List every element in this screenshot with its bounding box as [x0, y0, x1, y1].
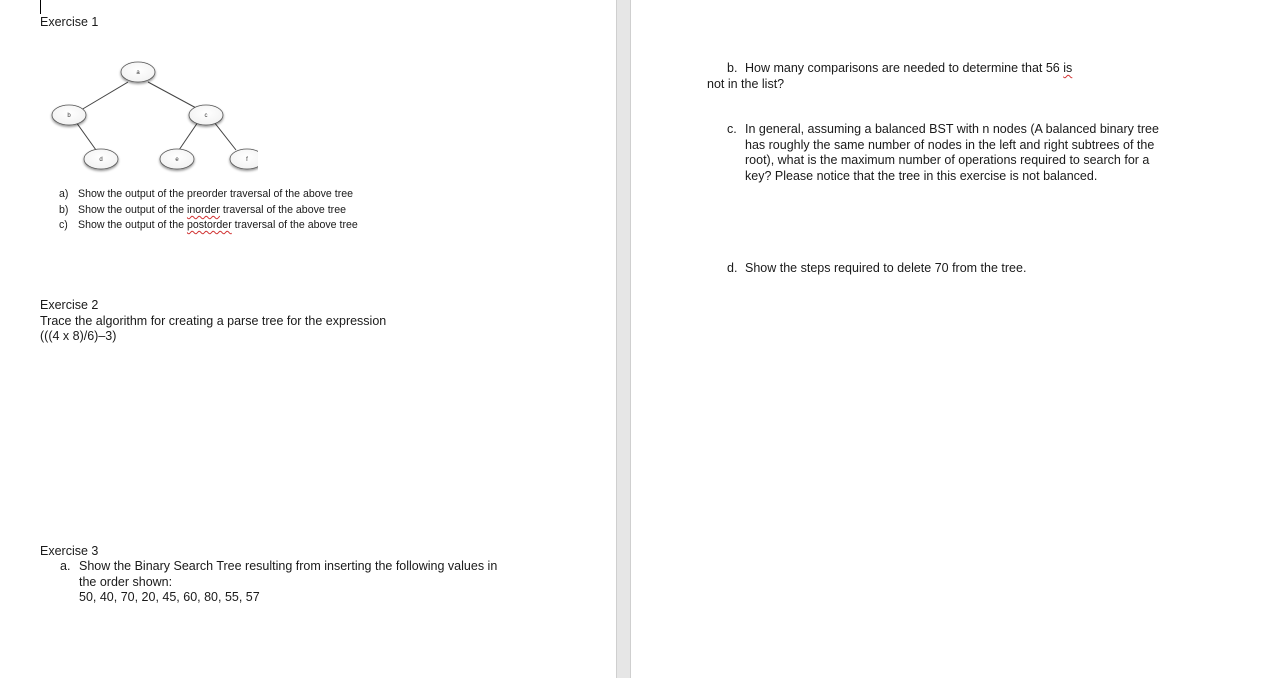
exercise3-item-a-line2: the order shown: — [79, 575, 173, 589]
exercise1-item-c — [59, 218, 358, 234]
list-marker: b) — [59, 204, 69, 216]
exercise3-item-a-marker: a. — [60, 559, 71, 573]
exercise1-item-a — [59, 187, 353, 203]
question-c-line2: has roughly the same number of nodes in the left and right subtrees of the — [745, 138, 1155, 152]
question-b-marker: b. — [727, 61, 738, 75]
edge-a-c — [148, 82, 198, 109]
question-b-text: How many comparisons are needed to determine that 56 — [745, 61, 1064, 75]
document-page-right — [631, 0, 1281, 678]
binary-tree-diagram — [48, 58, 258, 178]
question-c-marker: c. — [727, 122, 737, 136]
exercise2-instruction: Trace the algorithm for creating a parse tree for the expression — [40, 314, 387, 328]
tree-node-f-label: f — [246, 157, 248, 163]
question-c-line3: root), what is the maximum number of operations required to search for a — [745, 153, 1150, 167]
question-c-line1: In general, assuming a balanced BST with n nodes (A balanced binary tree — [745, 122, 1159, 136]
tree-node-a-label: a — [136, 70, 140, 76]
text-cursor — [40, 0, 41, 14]
tree-node-b-label: b — [67, 113, 71, 119]
list-marker: a) — [59, 188, 69, 200]
question-b-line2: not in the list? — [707, 77, 785, 91]
spellcheck-word-postorder[interactable]: postorder — [186, 219, 232, 231]
exercise3-item-a-line1: Show the Binary Search Tree resulting from inserting the following values in — [79, 559, 498, 573]
exercise3-values: 50, 40, 70, 20, 45, 60, 80, 55, 57 — [79, 590, 260, 604]
item-text-rest: traversal of the above tree — [219, 204, 346, 216]
edge-b-d — [76, 122, 96, 150]
exercise2-heading: Exercise 2 — [40, 298, 99, 312]
question-b-line1 — [745, 61, 1072, 77]
exercise3-heading: Exercise 3 — [40, 544, 99, 558]
exercise2-expression: (((4 x 8)/6)–3) — [40, 329, 117, 343]
edge-a-b — [81, 82, 128, 110]
tree-node-e-label: e — [175, 157, 179, 163]
question-d-text: Show the steps required to delete 70 from the tree. — [745, 261, 1027, 275]
item-text: Show the output of the — [78, 204, 187, 216]
tree-node-d-label: d — [99, 157, 103, 163]
page-gutter — [616, 0, 631, 678]
spellcheck-word-is[interactable]: is — [1063, 61, 1073, 75]
item-text: Show the output of the — [78, 219, 187, 231]
edge-c-f — [214, 122, 236, 150]
question-c-line4: key? Please notice that the tree in this exercise is not balanced. — [745, 169, 1098, 183]
edge-c-e — [179, 122, 198, 150]
item-text-rest: traversal of the above tree — [231, 219, 358, 231]
list-marker: c) — [59, 219, 68, 231]
exercise1-item-b — [59, 203, 346, 219]
tree-node-f — [230, 149, 258, 169]
question-d-marker: d. — [727, 261, 738, 275]
tree-node-c-label: c — [204, 113, 208, 119]
exercise1-heading: Exercise 1 — [40, 15, 99, 29]
document-page-left — [0, 0, 616, 678]
item-text: Show the output of the preorder traversal of the above tree — [78, 188, 354, 200]
spellcheck-word-inorder[interactable]: inorder — [186, 204, 220, 216]
